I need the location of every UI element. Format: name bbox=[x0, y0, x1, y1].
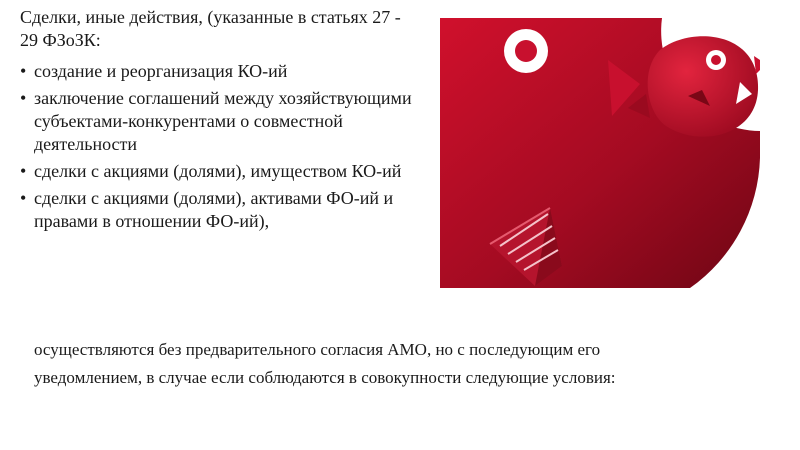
conclusion-line-2: уведомлением, в случае если соблюдаются в совокупности следующие условия: bbox=[34, 368, 616, 387]
bullet-item: • заключение соглашений между хозяйствующими субъектами-конкурентами о совместной деятельности bbox=[20, 87, 440, 156]
bullet-item: • сделки с акциями (долями), имуществом КО-ий bbox=[20, 160, 440, 183]
bullet-item: • сделки с акциями (долями), активами ФО-ий и правами в отношении ФО-ий), bbox=[20, 187, 440, 233]
eye-icon bbox=[504, 29, 548, 73]
conclusion-line-1: осуществляются без предварительного согласия АМО, но с последующим его bbox=[34, 340, 601, 359]
slide-heading: Сделки, иные действия, (указанные в статьях 27 - 29 ФЗоЗК: bbox=[20, 7, 401, 50]
bullet-list bbox=[20, 60, 440, 237]
fish-illustration bbox=[440, 18, 760, 318]
bullet-item: • создание и реорганизация КО-ий bbox=[20, 60, 440, 83]
conclusion-text bbox=[34, 336, 794, 392]
